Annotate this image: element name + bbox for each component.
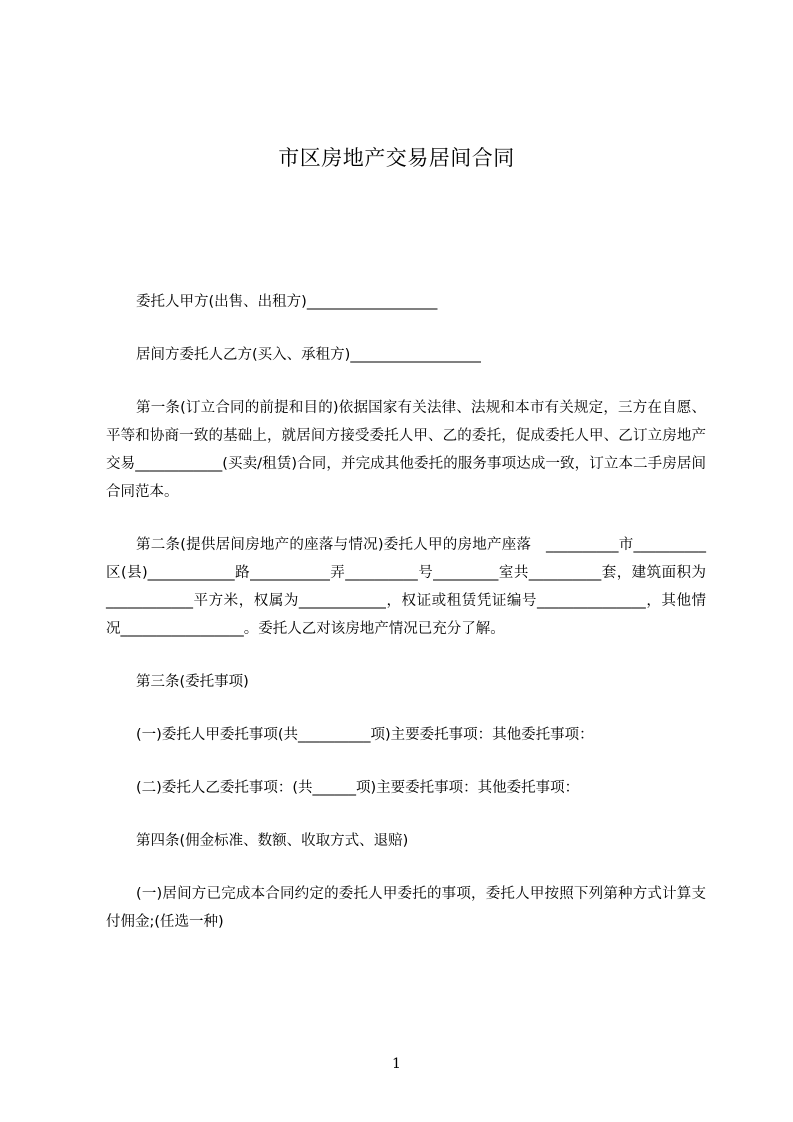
paragraph-article-3-item-2: (二)委托人乙委托事项：(共______项)主要委托事项：其他委托事项： — [136, 780, 580, 796]
paragraph-article-4-item-1: (一)居间方已完成本合同约定的委托人甲委托的事项，委托人甲按照下列第种方式计算支付佣金;(任选一种) — [106, 886, 706, 930]
paragraph-party-b: 居间方委托人乙方(买入、承租方)__________________ — [136, 347, 481, 363]
paragraph-article-4-heading: 第四条(佣金标准、数额、收取方式、退赔) — [136, 833, 409, 849]
page-number: 1 — [392, 1056, 401, 1072]
paragraph-party-a: 委托人甲方(出售、出租方)__________________ — [136, 294, 438, 310]
paragraph-article-1: 第一条(订立合同的前提和目的)依据国家有关法律、法规和本市有关规定，三方在自愿、平等和协商一致的基础上，就居间方接受委托人甲、乙的委托，促成委托人甲、乙订立房地产交易____________(买卖/租赁)合同，并完成其他委托的服务事项达成一致，订立本二手房居间合同范本。 — [106, 400, 706, 500]
document-title: 市区房地产交易居间合同 — [278, 146, 515, 170]
paragraph-article-3-heading: 第三条(委托事项) — [136, 674, 249, 690]
paragraph-article-3-item-1: (一)委托人甲委托事项(共__________项)主要委托事项：其他委托事项： — [136, 727, 594, 743]
paragraph-article-2: 第二条(提供居间房地产的座落与情况)委托人甲的房地产座落 __________市__________区(县)____________路___________弄__________号_________室共__________套，建筑面积为____________平方米，权属为____________，权证或租赁凭证编号_______________，其他情况_________________。委托人乙对该房地产情况已充分了解。 — [106, 537, 706, 637]
document-body — [106, 288, 706, 961]
